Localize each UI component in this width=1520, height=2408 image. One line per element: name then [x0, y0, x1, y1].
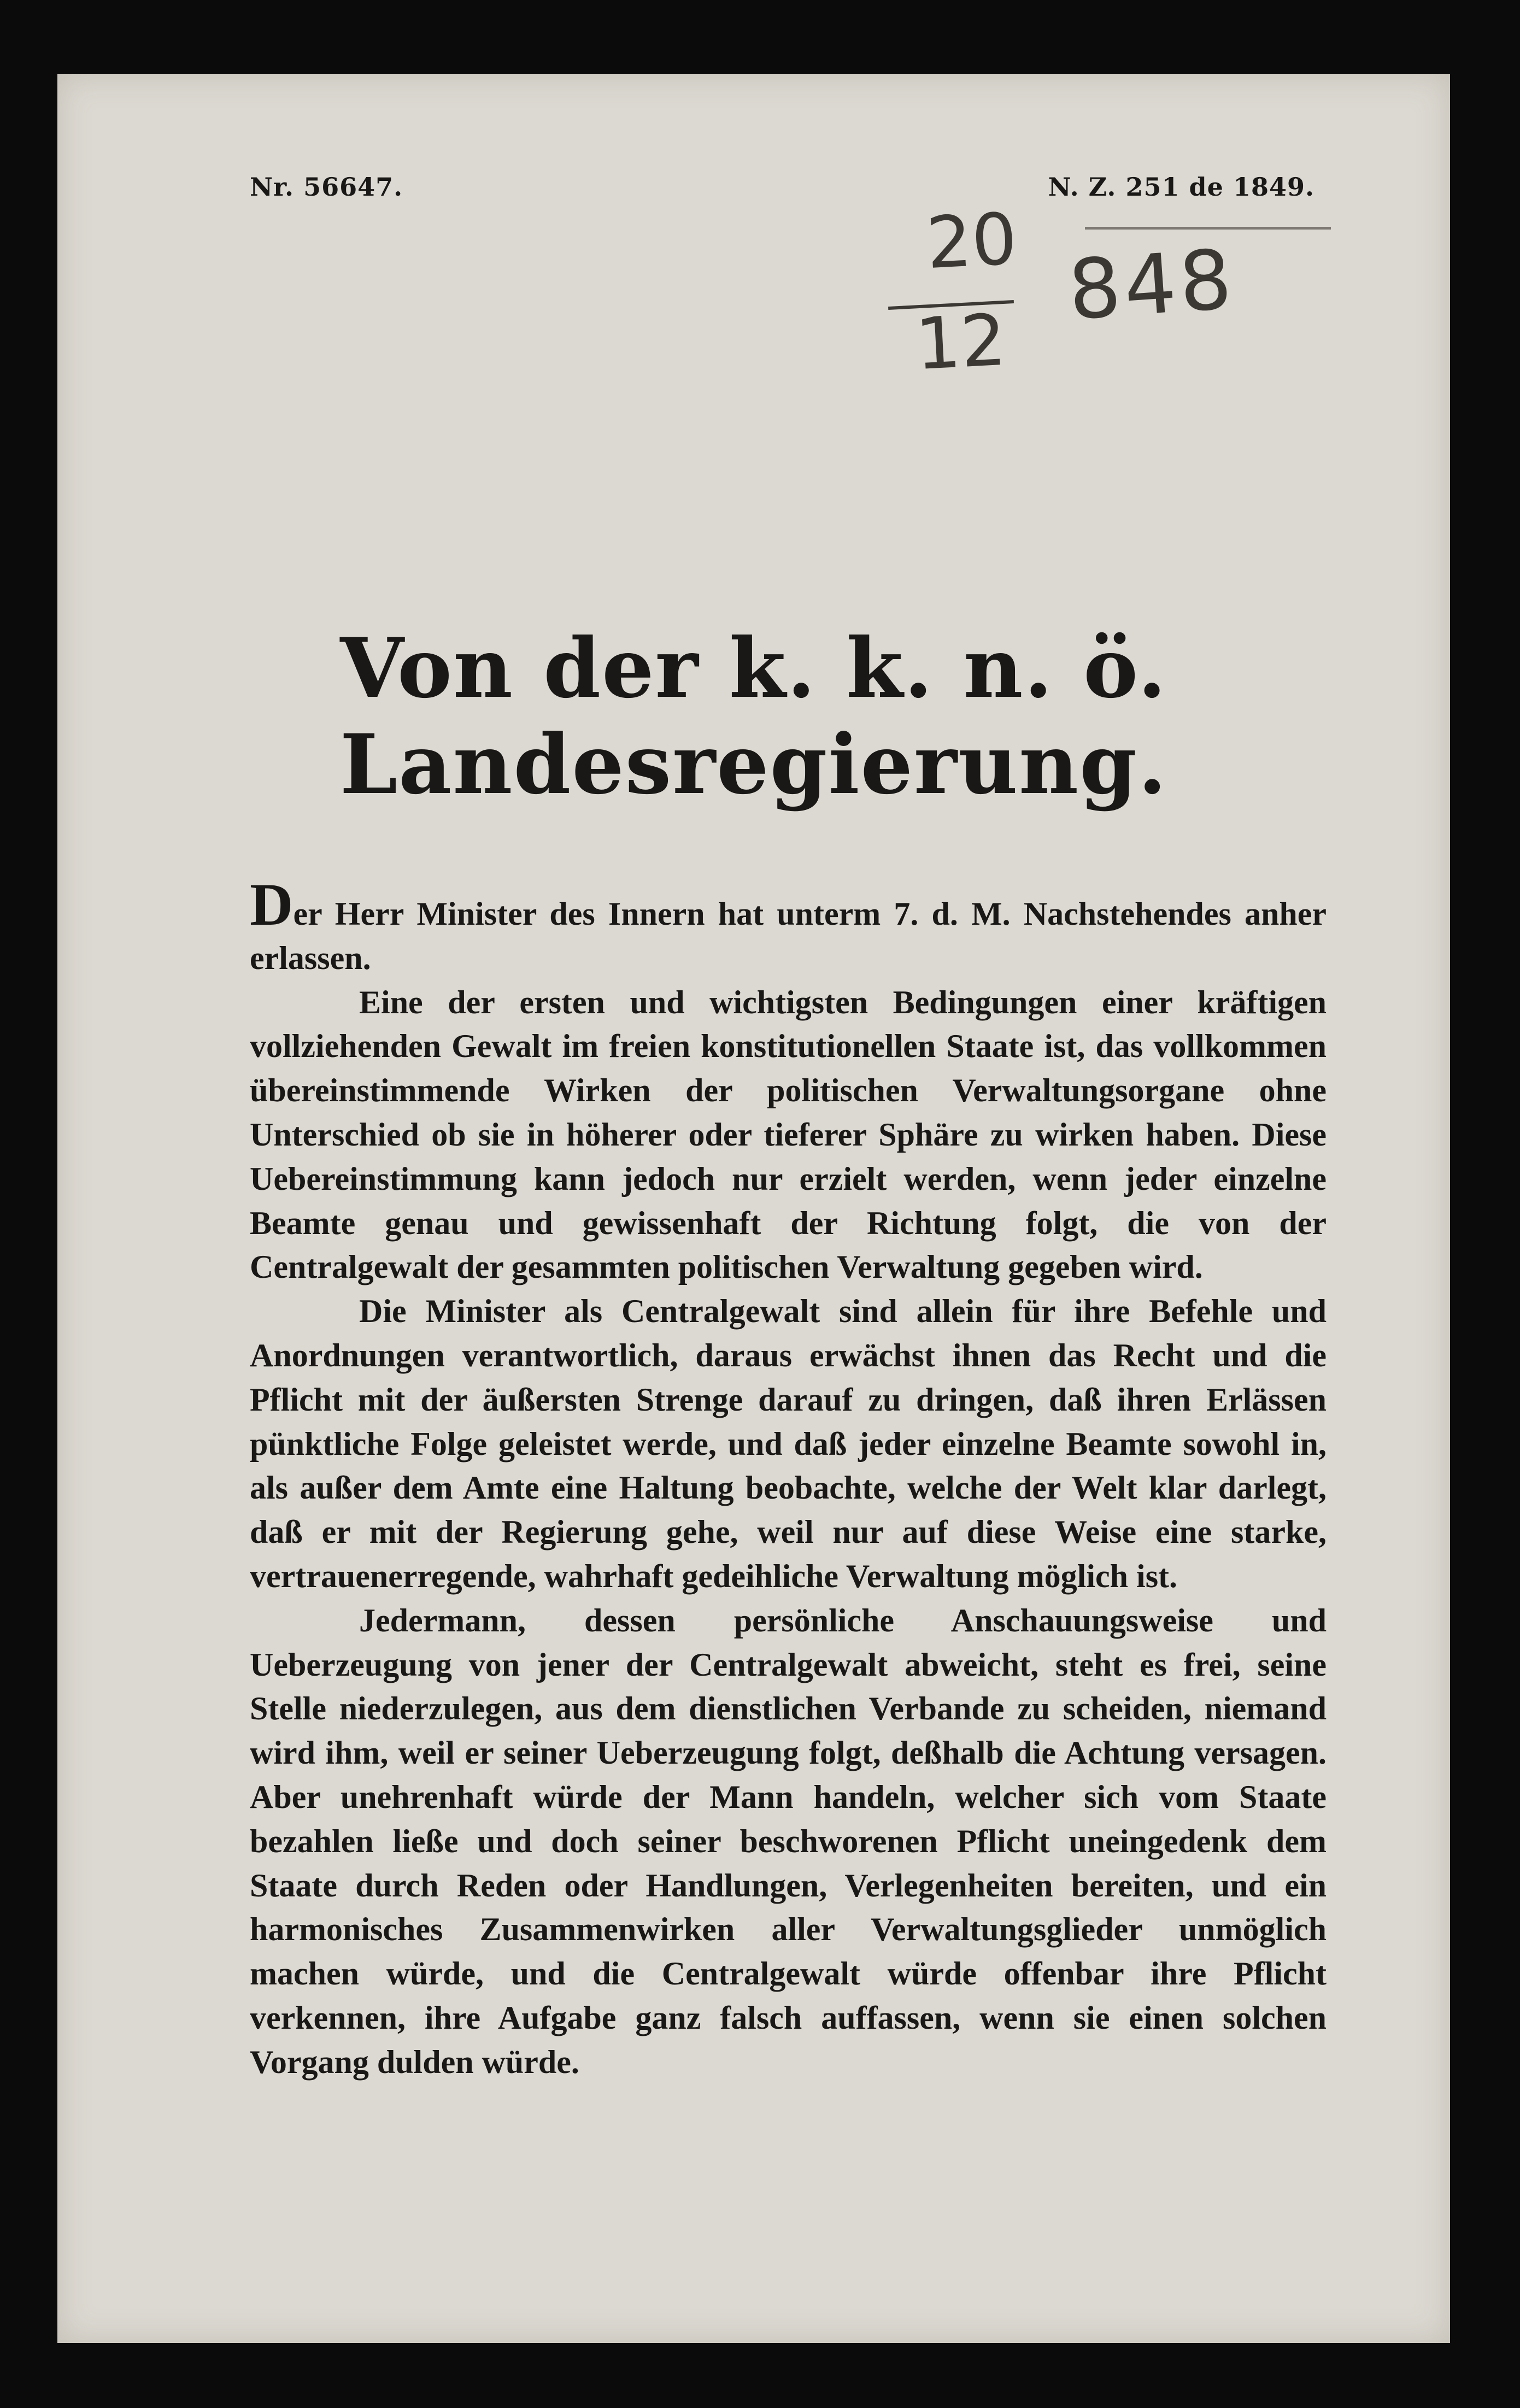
paragraph-3: Die Minister als Centralgewalt sind allein für ihre Befehle und Anordnungen verantwortlich, daraus erwächst ihnen das Recht und die Pflicht mit der äußersten Strenge darauf zu dringen, daß ihren Erlässen pünktliche Folge geleistet werde, und daß jeder einzelne Beamte sowohl in, als außer dem Amte eine Haltung beobachte, welche der Welt klar darlegt, daß er mit der Regierung gehe, weil nur auf diese Weise eine starke, vertrauenerregende, wahrhaft gedeihliche Verwaltung möglich ist.: [250, 1293, 1327, 1594]
document-number-right: N. Z. 251 de 1849.: [1048, 172, 1314, 202]
document-page: [57, 74, 1450, 2343]
handwritten-fraction-denominator: 12: [913, 298, 1008, 386]
document-body: [250, 871, 1327, 2084]
handwritten-archive-number: 848: [1065, 232, 1239, 339]
pencil-strike-line: [1085, 227, 1331, 230]
document-title: Von der k. k. n. ö. Landesregierung.: [339, 620, 1168, 813]
paragraph-2: Eine der ersten und wichtigsten Bedingungen einer kräftigen vollziehenden Gewalt im freien konstitutionellen Staate ist, das vollkommen übereinstimmende Wirken der politischen Verwaltungsorgane ohne Unterschied ob sie in höherer oder tieferer Sphäre zu wirken haben. Diese Uebereinstimmung kann jedoch nur erzielt werden, wenn jeder einzelne Beamte genau und gewissenhaft der Richtung folgt, die von der Centralgewalt der gesammten politischen Verwaltung gegeben wird.: [250, 984, 1327, 1285]
document-number-left: Nr. 56647.: [250, 172, 403, 202]
handwritten-fraction-numerator: 20: [924, 197, 1019, 285]
paragraph-1: [250, 871, 1327, 980]
drop-cap: D: [250, 871, 294, 938]
paragraph-4: Jedermann, dessen persönliche Anschauungsweise und Ueberzeugung von jener der Centralgewalt abweicht, steht es frei, seine Stelle niederzulegen, aus dem dienstlichen Verbande zu scheiden, niemand wird ihm, weil er seiner Ueberzeugung folgt, deßhalb die Achtung versagen. Aber unehrenhaft würde der Mann handeln, welcher sich vom Staate bezahlen ließe und doch seiner beschworenen Pflicht uneingedenk dem Staate durch Reden oder Handlungen, Verlegenheiten bereiten, und ein harmonisches Zusammenwirken aller Verwaltungsglieder unmöglich machen würde, und die Centralgewalt würde offenbar ihre Pflicht verkennen, ihre Aufgabe ganz falsch auffassen, wenn sie einen solchen Vorgang dulden würde.: [250, 1602, 1327, 2080]
paragraph-1-text: er Herr Minister des Innern hat unterm 7. d. M. Nachstehendes anher erlassen.: [250, 896, 1327, 976]
